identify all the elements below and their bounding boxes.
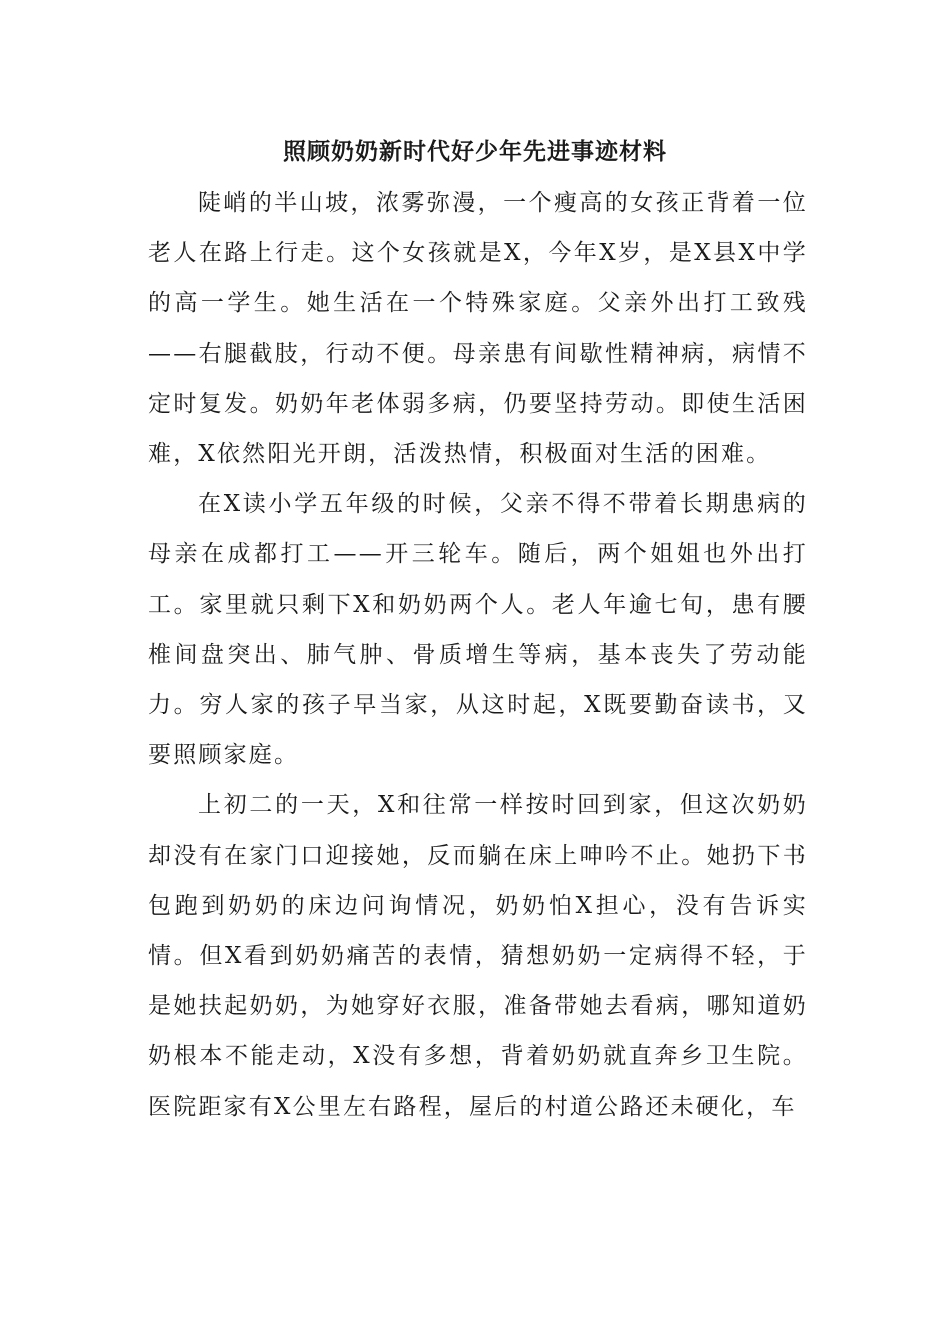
paragraph-3: 上初二的一天，X和往常一样按时回到家，但这次奶奶却没有在家门口迎接她，反而躺在床上呻吟不止。她扔下书包跑到奶奶的床边问询情况，奶奶怕X担心，没有告诉实情。但X看到奶奶痛苦的表情，猜想奶奶一定病得不轻，于是她扶起奶奶，为她穿好衣服，准备带她去看病，哪知道奶奶根本不能走动，X没有多想，背着奶奶就直奔乡卫生院。医院距家有X公里左右路程，屋后的村道公路还未硬化，车 bbox=[148, 792, 808, 1120]
paragraph-1: 陡峭的半山坡，浓雾弥漫，一个瘦高的女孩正背着一位老人在路上行走。这个女孩就是X，今年X岁，是X县X中学的高一学生。她生活在一个特殊家庭。父亲外出打工致残——右腿截肢，行动不便。母亲患有间歇性精神病，病情不定时复发。奶奶年老体弱多病，仍要坚持劳动。即使生活困难，X依然阳光开朗，活泼热情，积极面对生活的困难。 bbox=[148, 190, 808, 468]
paragraph-2: 在X读小学五年级的时候，父亲不得不带着长期患病的母亲在成都打工——开三轮车。随后，两个姐姐也外出打工。家里就只剩下X和奶奶两个人。老人年逾七旬，患有腰椎间盘突出、肺气肿、骨质增生等病，基本丧失了劳动能力。穷人家的孩子早当家，从这时起，X既要勤奋读书，又要照顾家庭。 bbox=[148, 491, 808, 769]
document-body bbox=[148, 178, 808, 1132]
document-title: 照顾奶奶新时代好少年先进事迹材料 bbox=[283, 138, 667, 165]
